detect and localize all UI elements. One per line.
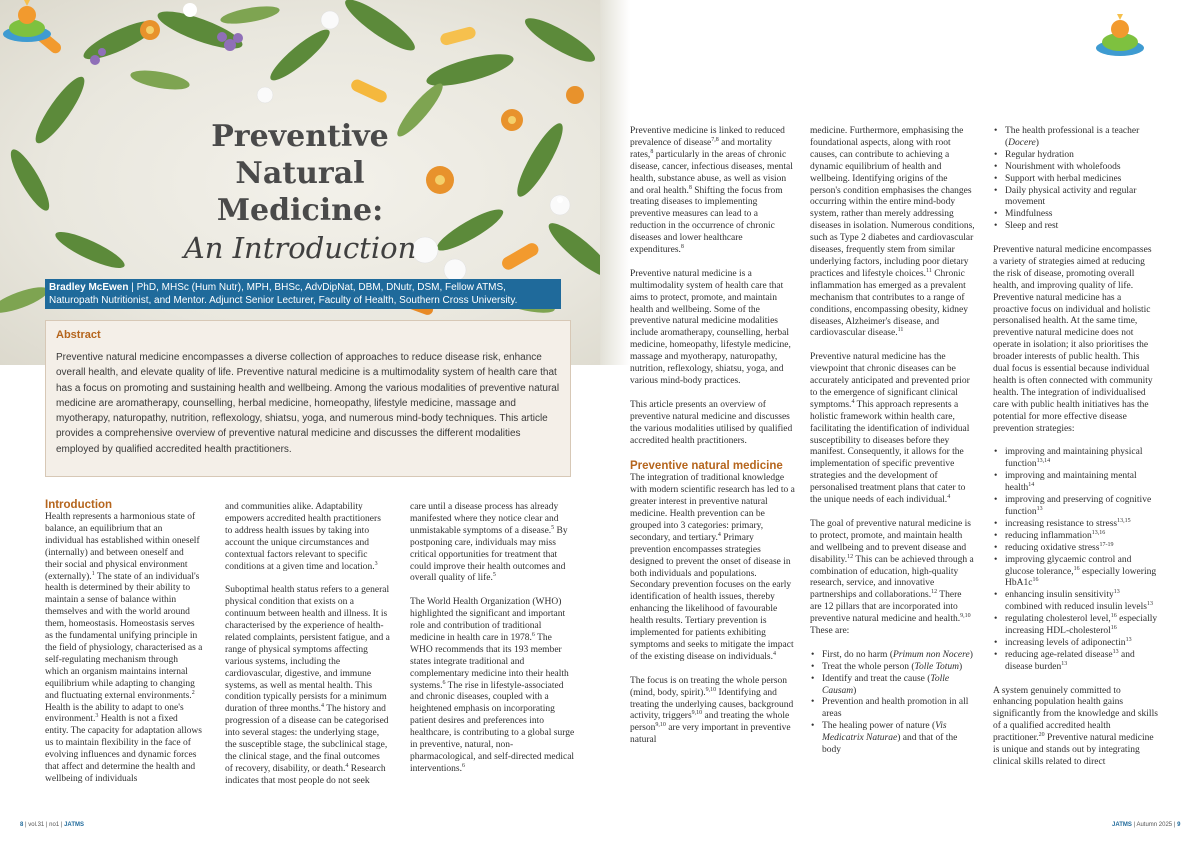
right-column-2	[810, 126, 975, 757]
right-column-3	[993, 126, 1158, 769]
list-item: • reducing age-related disease$^{13}$ and disease burden$^{13}$	[993, 650, 1158, 674]
list-item: • increasing resistance to stress$^{13,15}$	[993, 519, 1158, 531]
list-item: • increasing levels of adiponectin$^{13}$	[993, 638, 1158, 650]
abstract-heading: Abstract	[56, 329, 101, 341]
left-column-2	[225, 502, 390, 788]
abstract-box	[45, 320, 571, 477]
paragraph: Preventive natural medicine has the viewpoint that chronic diseases can be accurately anticipated and prevented prior to the emergence of significant clinical symptoms.$^4$ This approach represents a holistic framework within health care, facilitating the identification of individual susceptibility to diseases before they manifest. Consequently, it allows for the implementation of specific preventive strategies and the development of personalised treatment plans that cater to the unique needs of each individual.$^4$	[810, 352, 970, 506]
abstract-text: Preventive natural medicine encompasses a diverse collection of approaches to reduce disease risk, enhance overall health, and elevate quality of life. Preventive natural medicine is a multimodality system of health care that has a focus on promoting and sustaining health and wellbeing. Among the various modalities of preventive natural medicine are aromatherapy, counselling, herbal medicine, homeopathy, lifestyle medicine, massage and myotherapy, naturopathy, nutrition, reflexology, shiatsu, yoga, and numerous mind-body techniques. This article provides a comprehensive overview of preventive natural medicine and discusses the different modalities employed by qualified accredited health practitioners.	[56, 352, 560, 455]
title-line-1: Preventive	[211, 119, 389, 154]
list-item: • improving and maintaining mental health$^{14}$	[993, 471, 1158, 495]
section-heading-preventive: Preventive natural medicine	[630, 460, 783, 473]
article-subtitle: An Introduction	[183, 231, 417, 265]
paragraph: A system genuinely committed to enhancing population health gains significantly from the knowledge and skills of a qualified accredited health practitioner.$^{20}$ Preventive natural medicine is unique and stands out by integrating clinical skills related to direct	[993, 685, 1158, 767]
paragraph: Preventive natural medicine is a multimodality system of health care that aims to protect, promote, and maintain health and wellbeing. Some of the preventive natural medicine modalities include aromatherapy, counselling, herbal medicine, homeopathy, lifestyle medicine, massage and myotherapy, naturopathy, nutrition, reflexology, shiatsu, yoga, and various mind-body practices.	[630, 268, 791, 387]
paragraph: Health represents a harmonious state of balance, an equilibrium that an individual has established within oneself (internally) and between oneself and their social and physical environment (externally).$^1$ The state of an individual's health is determined by their ability to maintain a sense of balance within themselves and with the world around them, homeostasis. Homeostasis serves as the fundamental unifying principle in the field of physiology, characterised as a self-regulating mechanism through which an organism maintains internal equilibrium while adapting to changing and fluctuating external environments.$^2$ Health is the ability to adapt to one's environment.$^3$ Health is not a fixed entity. The capacity for adaptation allows us to maintain flexibility in the face of evolving influences and dynamic forces that affect and determine the health and wellbeing of individuals	[45, 512, 203, 784]
pillars-list-b	[993, 126, 1158, 233]
list-item: • improving and maintaining physical function$^{13,14}$	[993, 447, 1158, 471]
hero-image	[0, 0, 600, 365]
pillars-list-a	[810, 650, 975, 757]
list-item: • First, do no harm (Primum non Nocere)	[810, 650, 975, 662]
list-item: • Treat the whole person (Tolle Totum)	[810, 662, 975, 674]
author-bar	[45, 279, 561, 309]
list-item: • regulating cholesterol level,$^{16}$ especially increasing HDL-cholesterol$^{16}$	[993, 614, 1158, 638]
paragraph: The integration of traditional knowledge with modern scientific research has led to a greater interest in preventive natural medicine. Health prevention can be grouped into 3 categories: primary, secondary, and tertiary.$^4$ Primary prevention encompasses strategies designed to prevent the onset of disease in both individuals and populations. Secondary prevention focuses on the early identification of health issues, thereby enhancing the likelihood of favourable health results. Tertiary prevention is implemented for patients exhibiting symptoms and seeks to mitigate the impact of the existing disease on individuals.$^4$	[630, 473, 795, 662]
list-item: • improving and preserving of cognitive function$^{13}$	[993, 495, 1158, 519]
journal-logo-icon	[0, 0, 54, 44]
list-item: • The healing power of nature (Vis Medicatrix Naturae) and that of the body	[810, 721, 975, 757]
page-gutter	[600, 0, 630, 365]
footer-right: JATMS | Autumn 2025 | 9	[1112, 822, 1181, 828]
paragraph: care until a disease process has already manifested where they notice clear and unmistakable symptoms of a disease.$^5$ By postponing care, individuals may miss critical opportunities for treatment that could improve their health outcomes and overall quality of life.$^5$	[410, 502, 568, 584]
list-item: • reducing oxidative stress$^{17-19}$	[993, 543, 1158, 555]
paragraph: Preventive medicine is linked to reduced prevalence of disease$^{7,8}$ and mortality rates,$^8$ particularly in the areas of chronic disease, cancer, infectious diseases, mental health, substance abuse, as well as vision and oral health.$^8$ Shifting the focus from treating diseases to implementing preventive measures can lead to a reduction in the occurrence of chronic diseases and lower healthcare expenditures.$^8$	[630, 126, 793, 256]
list-item: • Mindfulness	[993, 209, 1158, 221]
footer-left: 8 | vol.31 | no1 | JATMS	[20, 822, 84, 828]
title-line-3: Medicine:	[216, 193, 384, 228]
list-item: • Daily physical activity and regular movement	[993, 186, 1158, 210]
list-item: • improving glycaemic control and glucose tolerance,$^{16}$ especially lowering $HbA1c^{16}$	[993, 555, 1158, 591]
paragraph: The goal of preventive natural medicine is to protect, promote, and maintain health and wellbeing and to prevent disease and disability.$^{12}$ This can be achieved through a combination of education, high-quality research, service, and innovative partnerships and collaborations.$^{12}$ There are 12 pillars that are incorporated into preventive natural medicine and health.$^{9,10}$ These are:	[810, 518, 974, 637]
paragraph: and communities alike. Adaptability empowers accredited health practitioners to address health issues by taking into account the unique circumstances and contextual factors relevant to specific conditions at a given time and location.$^3$	[225, 502, 381, 572]
list-item: • Prevention and health promotion in all areas	[810, 697, 975, 721]
list-item: • Sleep and rest	[993, 221, 1158, 233]
list-item: • Identify and treat the cause (Tolle Causam)	[810, 674, 975, 698]
list-item: • The health professional is a teacher (Docere)	[993, 126, 1158, 150]
list-item: • enhancing insulin sensitivity$^{13}$ combined with reduced insulin levels$^{13}$	[993, 590, 1158, 614]
author-name: Bradley McEwen	[49, 282, 129, 293]
paragraph: This article presents an overview of preventive natural medicine and discusses the various modalities utilised by qualified accredited health practitioners.	[630, 399, 793, 446]
section-heading-introduction: Introduction	[45, 499, 113, 511]
list-item: • Support with herbal medicines	[993, 174, 1158, 186]
title-line-2: Natural	[235, 156, 365, 191]
paragraph: medicine. Furthermore, emphasising the foundational aspects, along with root causes, can contribute to achieving a dynamic equilibrium of health and wellbeing. Identifying origins of the person's condition emphasises the changes occurring within the entire mind-body system, rather than merely addressing diseases in isolation. Numerous conditions, such as Type 2 diabetes and cardiovascular diseases, frequently stem from similar underlying factors, including poor dietary practices and lifestyle choices.$^{11}$ Chronic inflammation has emerged as a prevalent mechanism that contributes to a range of conditions, encompassing obesity, kidney diseases, Alzheimer's disease, and cardiovascular disease.$^{11}$	[810, 126, 975, 339]
left-column-1	[45, 498, 203, 786]
author-credentials: | PhD, MHSc (Hum Nutr), MPH, BHSc, AdvDipNat, DBM, DNutr, DSM, Fellow ATMS, Naturopath Nutritionist, and Mentor. Adjunct Senior Lecturer, Faculty of Health, Southern Cross University.	[49, 282, 518, 306]
right-column-1	[630, 126, 795, 747]
paragraph: Suboptimal health status refers to a general physical condition that exists on a continuum between health and illness. It is characterised by the experience of health-related complaints, persistent fatigue, and a range of physical symptoms affecting various systems, including the cardiovascular, digestive, and immune systems, as well as mental health. This condition typically persists for a minimum duration of three months.$^4$ The history and progression of a disease can be categorised into several stages: the underlying stage, the susceptible stage, the subclinical stage, the clinical stage, and the final outcomes of recovery, disability, or death.$^4$ Research indicates that most people do not seek	[225, 585, 390, 786]
strategies-list	[993, 447, 1158, 673]
article-title	[150, 118, 450, 267]
paragraph: The focus is on treating the whole person (mind, body, spirit).$^{9,10}$ Identifying and treating the underlying causes, background activity, triggers$^{9,10}$ and treating the whole person$^{9,10}$ are very important in preventive natural	[630, 675, 794, 746]
left-column-3	[410, 502, 575, 776]
list-item: • reducing inflammation$^{13,16}$	[993, 531, 1158, 543]
paragraph: The World Health Organization (WHO) highlighted the significant and important role and contribution of traditional medicine in health care in 1978.$^6$ The WHO recommends that its 193 member states integrate traditional and complementary medicine into their health systems.$^6$ The rise in lifestyle-associated and chronic diseases, coupled with a heightened emphasis on incorporating patient desires and preferences into healthcare, is contributing to a global surge in preventive, natural, non-pharmacological, and self-directed medical interventions.$^6$	[410, 597, 575, 774]
list-item: • Regular hydration	[993, 150, 1158, 162]
paragraph: Preventive natural medicine encompasses a variety of strategies aimed at reducing the risk of disease, promoting overall health, and improving quality of life. Preventive natural medicine has a proactive focus on individual and holistic personalised health. At the same time, preventive natural medicine does not operate in isolation; it also prioritises the broader interests of public health. This dual focus is essential because individual health is often connected with community health. The integration of individualised care with public health initiatives has the potential for more effective disease prevention strategies:	[993, 245, 1153, 434]
journal-logo-icon	[1093, 14, 1147, 58]
list-item: • Nourishment with wholefoods	[993, 162, 1158, 174]
